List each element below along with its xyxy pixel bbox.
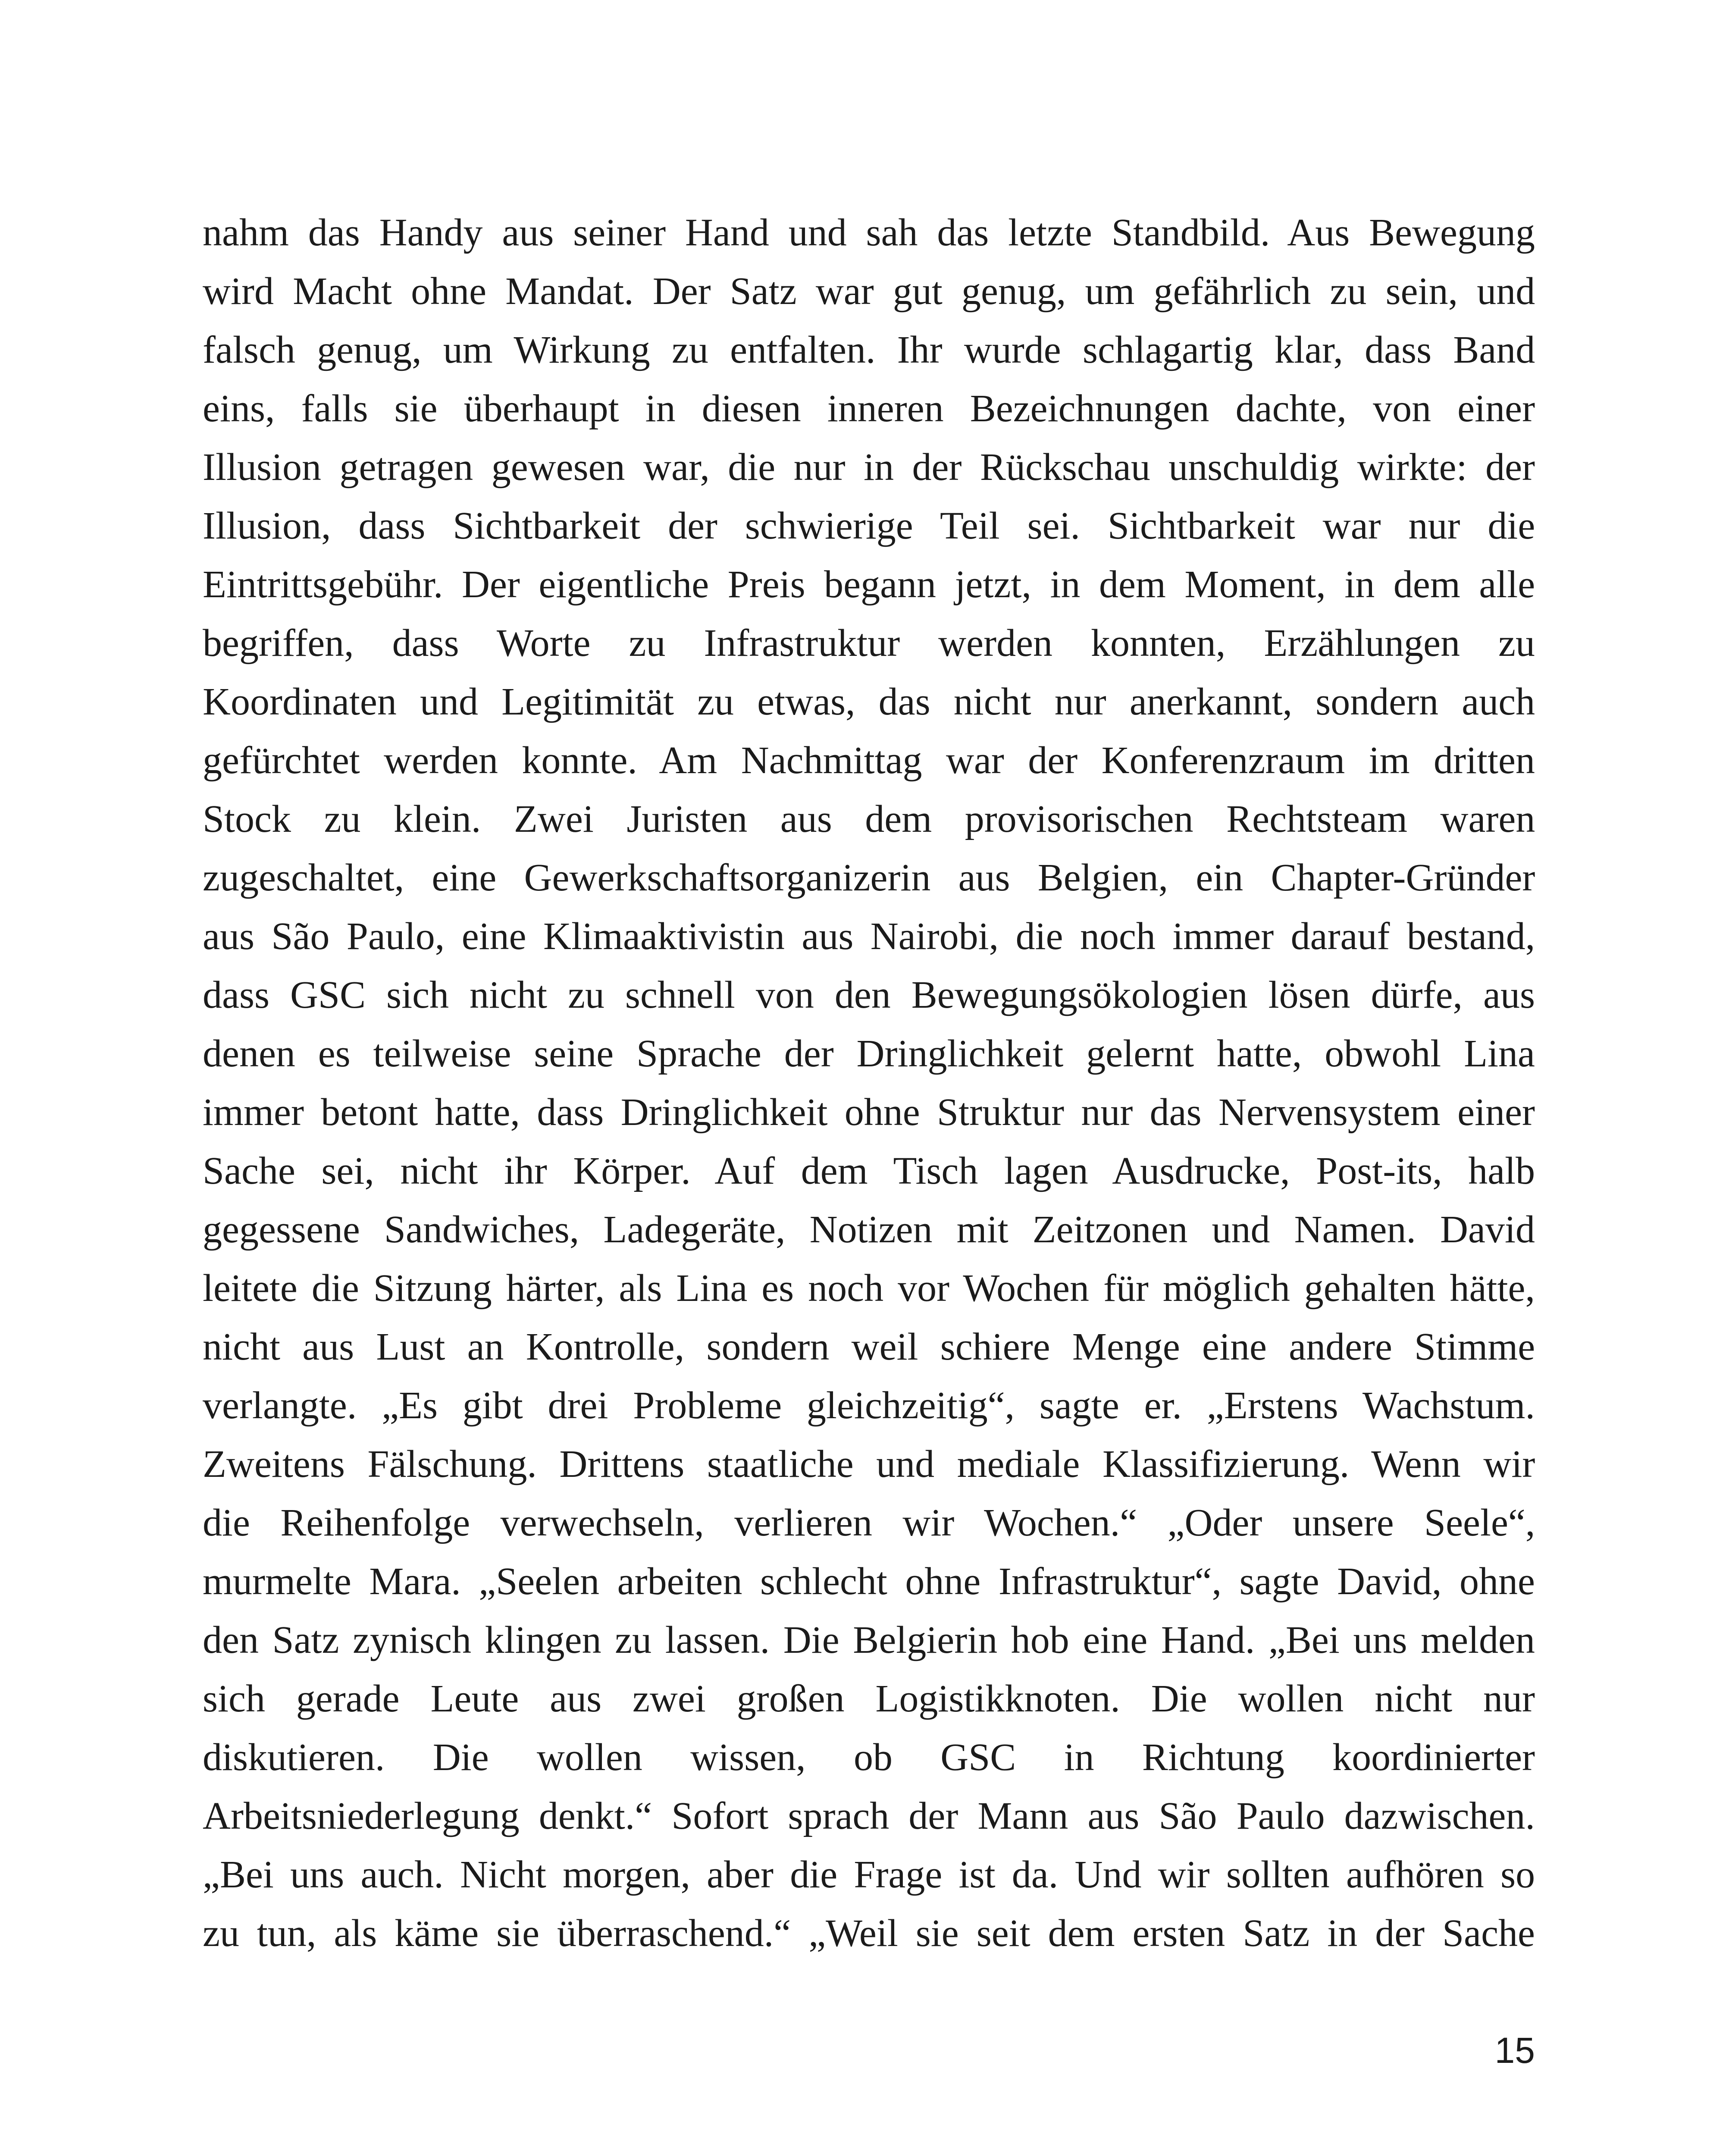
text-line: den Satz zynisch klingen zu lassen. Die Belgierin hob eine Hand. „Bei uns melden — [203, 1619, 1535, 1661]
text-line: verlangte. „Es gibt drei Probleme gleichzeitig“, sagte er. „Erstens Wachstum. — [203, 1384, 1535, 1427]
text-line: „Bei uns auch. Nicht morgen, aber die Frage ist da. Und wir sollten aufhören so — [203, 1853, 1535, 1896]
text-line: nahm das Handy aus seiner Hand und sah das letzte Standbild. Aus Bewegung — [203, 211, 1535, 254]
text-line: Illusion getragen gewesen war, die nur in der Rückschau unschuldig wirkte: der — [203, 446, 1535, 489]
text-line: Illusion, dass Sichtbarkeit der schwierige Teil sei. Sichtbarkeit war nur die — [203, 505, 1535, 547]
text-line: denen es teilweise seine Sprache der Dringlichkeit gelernt hatte, obwohl Lina — [203, 1032, 1535, 1075]
text-line: Zweitens Fälschung. Drittens staatliche und mediale Klassifizierung. Wenn wir — [203, 1443, 1535, 1485]
text-line: eins, falls sie überhaupt in diesen inneren Bezeichnungen dachte, von einer — [203, 387, 1535, 430]
text-line: gefürchtet werden konnte. Am Nachmittag war der Konferenzraum im dritten — [203, 739, 1535, 782]
page-number: 15 — [1494, 2030, 1535, 2071]
text-line: zugeschaltet, eine Gewerkschaftsorganizerin aus Belgien, ein Chapter-Gründer — [203, 856, 1535, 899]
text-line: begriffen, dass Worte zu Infrastruktur werden konnten, Erzählungen zu — [203, 622, 1535, 664]
text-line: Stock zu klein. Zwei Juristen aus dem provisorischen Rechtsteam waren — [203, 798, 1535, 840]
text-line: diskutieren. Die wollen wissen, ob GSC in Richtung koordinierter — [203, 1736, 1535, 1779]
body-text — [203, 204, 1535, 1963]
text-line: die Reihenfolge verwechseln, verlieren wir Wochen.“ „Oder unsere Seele“, — [203, 1501, 1535, 1544]
text-line: nicht aus Lust an Kontrolle, sondern weil schiere Menge eine andere Stimme — [203, 1326, 1535, 1368]
text-line: leitete die Sitzung härter, als Lina es noch vor Wochen für möglich gehalten hätte, — [203, 1267, 1535, 1310]
text-line: aus São Paulo, eine Klimaaktivistin aus Nairobi, die noch immer darauf bestand, — [203, 915, 1535, 958]
text-line: Sache sei, nicht ihr Körper. Auf dem Tisch lagen Ausdrucke, Post-its, halb — [203, 1150, 1535, 1192]
text-line: immer betont hatte, dass Dringlichkeit ohne Struktur nur das Nervensystem einer — [203, 1091, 1535, 1134]
text-line: gegessene Sandwiches, Ladegeräte, Notizen mit Zeitzonen und Namen. David — [203, 1208, 1535, 1251]
text-line: falsch genug, um Wirkung zu entfalten. Ihr wurde schlagartig klar, dass Band — [203, 329, 1535, 371]
text-line: Koordinaten und Legitimität zu etwas, das nicht nur anerkannt, sondern auch — [203, 680, 1535, 723]
text-line: wird Macht ohne Mandat. Der Satz war gut genug, um gefährlich zu sein, und — [203, 270, 1535, 313]
text-line: murmelte Mara. „Seelen arbeiten schlecht ohne Infrastruktur“, sagte David, ohne — [203, 1560, 1535, 1603]
text-line: dass GSC sich nicht zu schnell von den Bewegungsökologien lösen dürfe, aus — [203, 974, 1535, 1016]
text-line: Arbeitsniederlegung denkt.“ Sofort sprach der Mann aus São Paulo dazwischen. — [203, 1795, 1535, 1837]
text-line: sich gerade Leute aus zwei großen Logistikknoten. Die wollen nicht nur — [203, 1677, 1535, 1720]
text-line: zu tun, als käme sie überraschend.“ „Weil sie seit dem ersten Satz in der Sache — [203, 1912, 1535, 1955]
text-line: Eintrittsgebühr. Der eigentliche Preis begann jetzt, in dem Moment, in dem alle — [203, 563, 1535, 606]
